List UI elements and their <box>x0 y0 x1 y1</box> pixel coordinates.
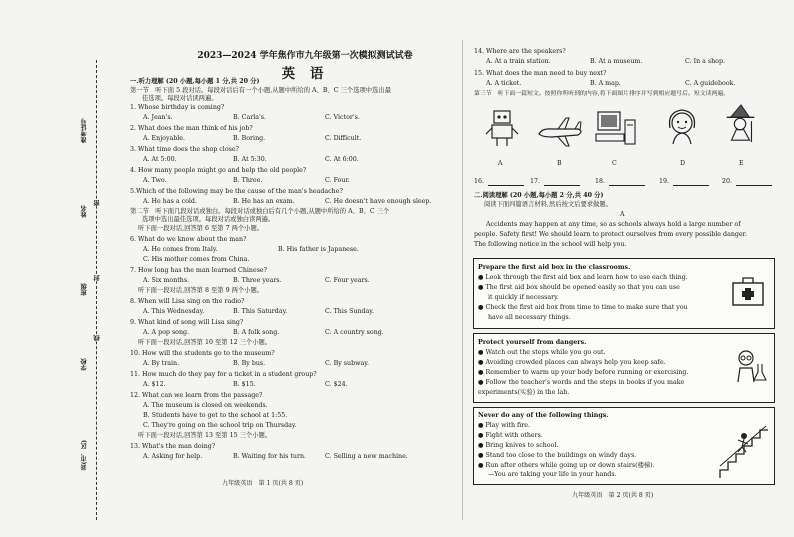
q14-option-b: B. At a museum. <box>590 58 643 65</box>
sec2-intro-line2: 选项中选出最佳选项。每段对话或独白读两遍。 <box>142 216 275 223</box>
passage-label: A <box>620 211 625 218</box>
q2-option-a: A. Enjoyable. <box>143 135 186 142</box>
exam-title: 2023—2024 学年焦作市九年级第一次模拟测试试卷 <box>197 51 413 61</box>
question-4: 4. How many people might go and help the old people? <box>130 167 307 174</box>
passage-line-1: Accidents may happen at any time, so as schools always hold a large number of <box>486 221 741 228</box>
scientist-icon <box>730 346 770 386</box>
part2-intro: 阅读下面四篇语言材料,然后按文后要求做题。 <box>484 201 612 208</box>
question-3: 3. What time does the shop close? <box>130 146 239 153</box>
box1-line-3: it quickly if necessary. <box>488 294 559 301</box>
q13-option-a: A. Asking for help. <box>143 453 203 460</box>
q13-option-b: B. Waiting for his turn. <box>233 453 307 460</box>
q1-option-b: B. Carla's. <box>233 114 266 121</box>
q3-option-a: A. At 5:00. <box>143 156 177 163</box>
q11-option-b: B. $15. <box>233 381 256 388</box>
box1-line-1: ● Look through the first aid box and learn how to use each thing. <box>478 274 688 281</box>
sec2-intro-line1: 第二节 听下面几段对话或独白。每段对话或独白后有几个小题,从题中所给的 A、B、C 三个 <box>130 208 390 215</box>
dialog-13-15-note: 听下面一段对话,回答第 13 至第 15 三个小题。 <box>138 432 272 439</box>
picture-label-d: D <box>680 160 686 167</box>
box3-line-1: ● Play with fire. <box>478 422 530 429</box>
q13-option-c: C. Selling a new machine. <box>325 453 408 460</box>
seal-char-mi: 密 <box>94 200 101 207</box>
box2-line-2: ● Avoiding crowded places can always help you keep safe. <box>478 359 666 366</box>
box2-line-5: experiments(实验) in the lab. <box>478 389 570 396</box>
first-aid-kit-icon <box>728 271 768 311</box>
q15-option-c: C. A guidebook. <box>685 80 736 87</box>
question-13: 13. What's the man doing? <box>130 443 216 450</box>
q10-option-b: B. By bus. <box>233 360 266 367</box>
q14-option-c: C. In a shop. <box>685 58 726 65</box>
exam-number-label: 准考证号 <box>81 118 88 143</box>
question-2: 2. What does the man think of his job? <box>130 125 253 132</box>
sec1-intro-line1: 第一节 听下面 5 段对话。每段对话后有一个小题,从题中所给的 A、B、C 三个选项中选出最 <box>130 87 391 94</box>
q7-option-c: C. Four years. <box>325 277 370 284</box>
q2-option-c: C. Difficult. <box>325 135 362 142</box>
q4-option-c: C. Four. <box>325 177 350 184</box>
box3-line-6: —You are taking your life in your hands. <box>488 471 617 478</box>
notice-box-never <box>473 407 775 485</box>
passage-line-2: people. Safety first! We should learn to protect ourselves from every possible danger. <box>474 231 747 238</box>
picture-label-e: E <box>739 160 744 167</box>
q5-option-a: A. He has a cold. <box>143 198 197 205</box>
q1-option-c: C. Victor's. <box>325 114 360 121</box>
q10-option-c: C. By subway. <box>325 360 369 367</box>
q12-option-b: B. Students have to get to the school at 1:55. <box>143 412 288 419</box>
q10-option-a: A. By train. <box>143 360 180 367</box>
blank-17-label: 17. <box>530 178 541 185</box>
q11-option-a: A. $12. <box>143 381 166 388</box>
question-1: 1. Whose birthday is coming? <box>130 104 225 111</box>
picture-label-a: A <box>498 160 503 167</box>
box1-line-4: ● Check the first aid box from time to time to make sure that you <box>478 304 688 311</box>
box1-line-5: have all necessary things. <box>488 314 571 321</box>
seal-char-feng: 封 <box>94 275 101 282</box>
page-divider <box>462 40 463 520</box>
blank-19-label: 19. <box>659 178 670 185</box>
question-6: 6. What do we know about the man? <box>130 236 247 243</box>
girl-icon <box>663 106 701 146</box>
box2-line-1: ● Watch out the steps while you go out. <box>478 349 606 356</box>
blank-16-line[interactable] <box>488 185 524 186</box>
seal-line <box>96 60 97 520</box>
name-label: 姓名 <box>81 205 88 218</box>
question-5: 5.Which of the following may be the cause of the man's headache? <box>130 188 343 195</box>
subject-title: 英 语 <box>281 66 329 82</box>
q15-option-a: A. A ticket. <box>486 80 522 87</box>
q6-option-c: C. His mother comes from China. <box>143 256 250 263</box>
question-11: 11. How much do they pay for a ticket in a student group? <box>130 371 317 378</box>
q5-option-b: B. He has an exam. <box>233 198 295 205</box>
q8-option-a: A. This Wednesday. <box>143 308 205 315</box>
picture-label-b: B <box>557 160 562 167</box>
q3-option-c: C. At 6:00. <box>325 156 359 163</box>
blank-19-line[interactable] <box>673 185 709 186</box>
q12-option-a: A. The museum is closed on weekends. <box>143 402 268 409</box>
box1-heading: Prepare the first aid box in the classrooms. <box>478 264 631 271</box>
q4-option-b: B. Three. <box>233 177 263 184</box>
question-9: 9. What kind of song will Lisa sing? <box>130 319 244 326</box>
notice-box-first-aid <box>473 258 775 329</box>
dialog-8-9-note: 听下面一段对话,回答第 8 至第 9 两个小题。 <box>138 287 264 294</box>
part2-heading: 二.阅读理解 (20 小题,每小题 2 分,共 40 分) <box>474 192 604 199</box>
box3-line-4: ● Stand too close to the buildings on windy days. <box>478 452 637 459</box>
q12-option-c: C. They're going on the school trip on Thursday. <box>143 422 297 429</box>
stairs-icon <box>718 422 770 480</box>
q4-option-a: A. Two. <box>143 177 167 184</box>
seal-char-xian: 线 <box>94 335 101 342</box>
blank-18-line[interactable] <box>609 185 645 186</box>
binding-margin <box>0 0 118 537</box>
box3-line-3: ● Bring knives to school. <box>478 442 559 449</box>
q2-option-b: B. Boring. <box>233 135 266 142</box>
county-label: 县(市、区) <box>81 440 88 471</box>
part1-heading: 一.听力理解 (20 小题,每小题 1 分,共 20 分) <box>130 78 260 85</box>
q5-option-c: C. He doesn't have enough sleep. <box>325 198 432 205</box>
q6-option-b: B. His father is Japanese. <box>278 246 359 253</box>
notice-box-dangers <box>473 333 775 403</box>
question-15: 15. What does the man need to buy next? <box>474 70 607 77</box>
box1-line-2: ● The first aid box should be opened easily so that you can use <box>478 284 680 291</box>
box3-heading: Never do any of the following things. <box>478 412 609 419</box>
q7-option-a: A. Six months. <box>143 277 190 284</box>
box3-line-2: ● Fight with others. <box>478 432 543 439</box>
q7-option-b: B. Three years. <box>233 277 282 284</box>
page-1-footer: 九年级英语 第 1 页(共 8 页) <box>222 480 304 487</box>
dialog-6-7-note: 听下面一段对话,回答第 6 至第 7 两个小题。 <box>138 225 264 232</box>
question-12: 12. What can we learn from the passage? <box>130 392 263 399</box>
question-14: 14. Where are the speakers? <box>474 48 566 55</box>
q9-option-c: C. A country song. <box>325 329 384 336</box>
q3-option-b: B. At 5:30. <box>233 156 267 163</box>
airplane-icon <box>536 112 586 152</box>
page-2-footer: 九年级英语 第 2 页(共 8 页) <box>572 492 654 499</box>
class-label: 班级 <box>81 283 88 296</box>
blank-16-label: 16. <box>474 178 485 185</box>
blank-18-label: 18. <box>595 178 606 185</box>
blank-20-line[interactable] <box>736 185 772 186</box>
school-label: 学校 <box>81 358 88 371</box>
question-8: 8. When will Lisa sing on the radio? <box>130 298 245 305</box>
dialog-10-12-note: 听下面一段对话,回答第 10 至第 12 三个小题。 <box>138 339 272 346</box>
question-10: 10. How will the students go to the museum? <box>130 350 275 357</box>
q9-option-b: B. A folk song. <box>233 329 280 336</box>
question-7: 7. How long has the man learned Chinese? <box>130 267 268 274</box>
box2-line-4: ● Follow the teacher's words and the steps in books if you make <box>478 379 685 386</box>
witch-icon <box>722 104 760 144</box>
q8-option-b: B. This Saturday. <box>233 308 288 315</box>
blank-17-line[interactable] <box>544 185 580 186</box>
q14-option-a: A. At a train station. <box>486 58 551 65</box>
q8-option-c: C. This Sunday. <box>325 308 375 315</box>
q1-option-a: A. Jean's. <box>143 114 173 121</box>
q9-option-a: A. A pop song. <box>143 329 190 336</box>
box2-line-3: ● Remember to warm up your body before running or exercising. <box>478 369 689 376</box>
q11-option-c: C. $24. <box>325 381 348 388</box>
box2-heading: Protect yourself from dangers. <box>478 339 587 346</box>
q6-option-a: A. He comes from Italy. <box>143 246 218 253</box>
q15-option-b: B. A map. <box>590 80 621 87</box>
robot-icon <box>483 108 521 148</box>
box3-line-5: ● Run after others while going up or down stairs(楼梯). <box>478 462 655 469</box>
picture-label-c: C <box>612 160 617 167</box>
sec1-intro-line2: 佳选项。每段对话读两遍。 <box>142 95 218 102</box>
computer-icon <box>594 108 640 148</box>
passage-line-3: The following notice in the school will help you. <box>474 241 627 248</box>
sec3-intro: 第三节 听下面一篇短文。按照你所听到的内容,将下面图片排序并写到相应题号后。短文读两遍。 <box>474 91 730 97</box>
blank-20-label: 20. <box>722 178 733 185</box>
